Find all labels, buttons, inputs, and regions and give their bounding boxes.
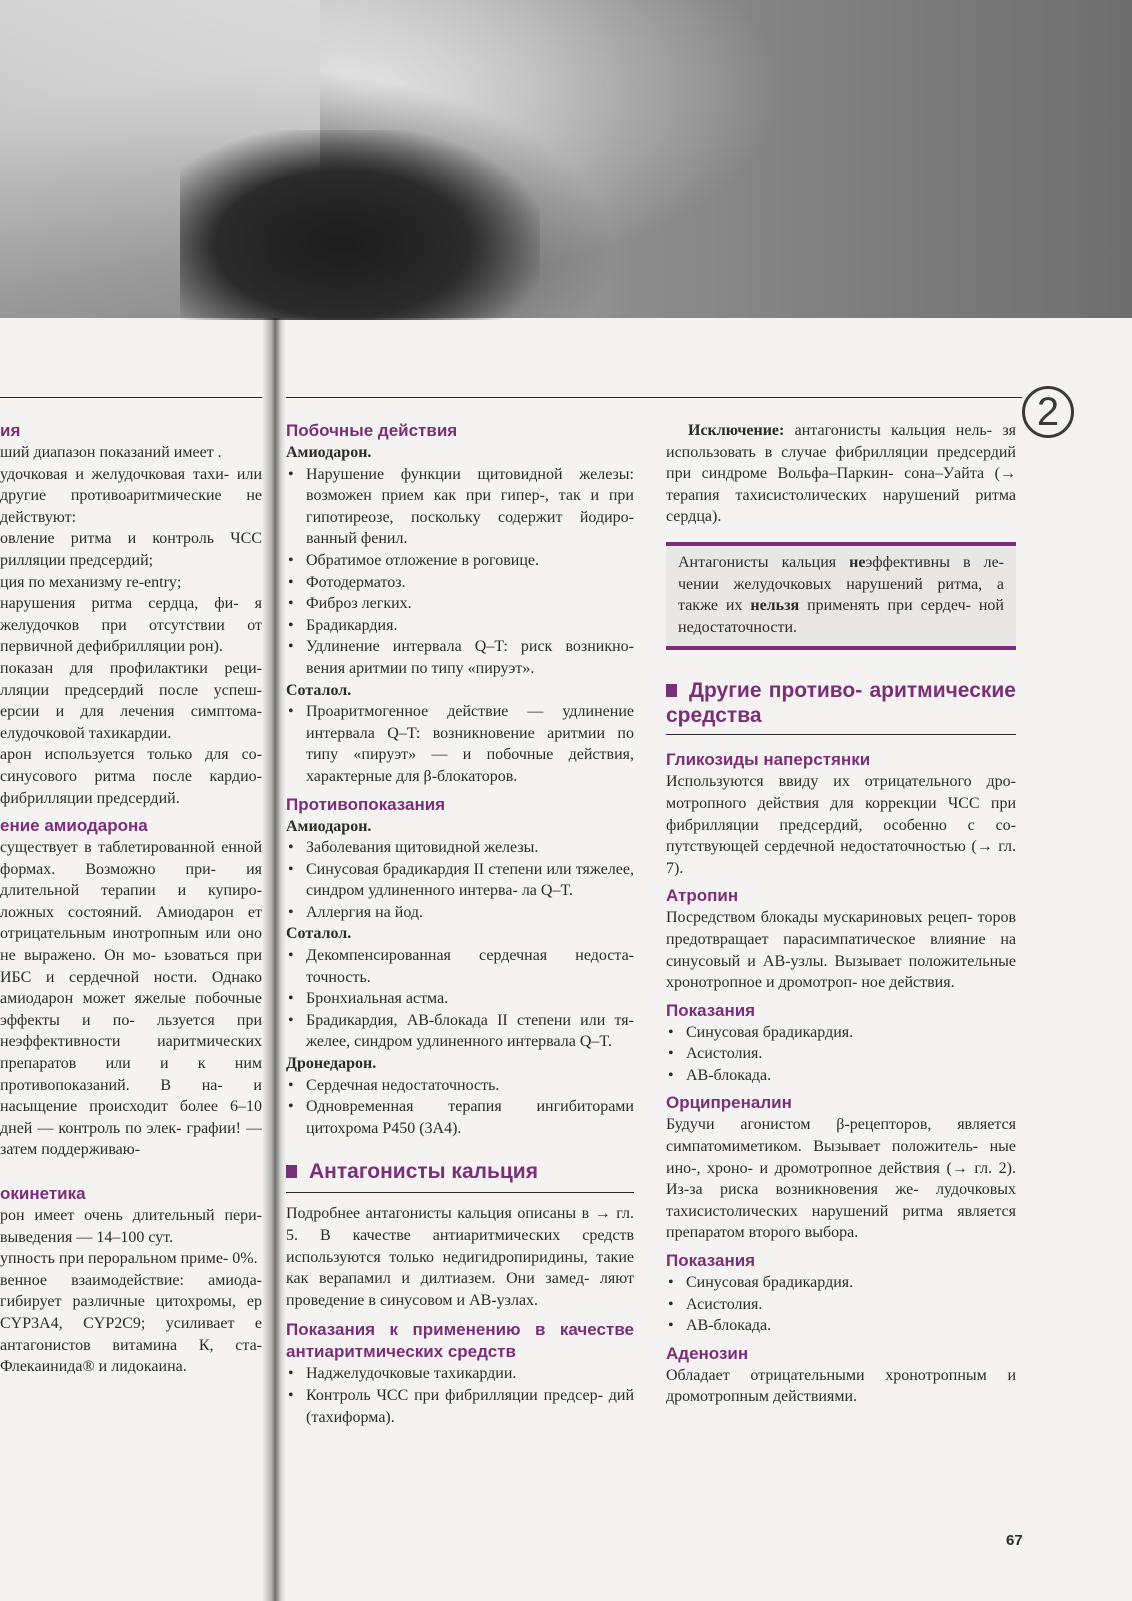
list-item: • Аллергия на йод. <box>286 902 634 924</box>
page-number: 67 <box>1006 1532 1023 1549</box>
contra-dronedarone-list <box>286 1075 634 1140</box>
atropine-heading: Атропин <box>666 886 739 906</box>
indications-heading-2: Показания <box>666 1251 756 1271</box>
list-item: • Синусовая брадикардия II степени или тяжелее, синдром удлиненного интерва- ла Q–T. <box>286 859 634 902</box>
drug-label-amiodarone: Амиодарон. <box>286 444 372 461</box>
list-item: • Контроль ЧСС при фибрилляции предсер- дий (тахиформа). <box>286 1385 634 1428</box>
exception-label: Исключение: <box>688 422 785 439</box>
list-item: • Асистолия. <box>666 1294 1016 1316</box>
list-item: • Проаритмогенное действие — удлинение интервала Q–T: возникновение аритмии по типу «пируэт» — и побочные действия, характерные для β-блокаторов. <box>286 701 634 787</box>
glycosides-text: Используются ввиду их отрицательного дро- мотропного действия для коррекции ЧСС при фибрилляции предсердий, особенно с со- путствующей сердечной недостаточностью (→ гл. 7). <box>666 773 1016 877</box>
list-item: • АВ-блокада. <box>666 1065 1016 1087</box>
orciprenaline-text: Будучи агонистом β-рецепторов, является симпатомиметиком. Вызывает положитель- ные ино-, хроно- и дромотропное действия (→ гл. 2). Из-за риска возникновения же- лудочковых тахисистолических нарушений ритма является препаратом второго выбора. <box>666 1116 1016 1242</box>
left-paragraph-3: показан для профилактики реци- лляции предсердий после успеш- ерсии и для лечения симптома- елудочковой тахикардии. <box>0 659 262 742</box>
list-item: • Фиброз легких. <box>286 593 634 615</box>
list-item: • Синусовая брадикардия. <box>666 1272 1016 1294</box>
adenosine-heading: Аденозин <box>666 1343 749 1363</box>
list-item: • АВ-блокада. <box>666 1315 1016 1337</box>
list-item: • Брадикардия, АВ-блокада II степени или тя- желее, синдром удлиненного интервала Q–T. <box>286 1010 634 1053</box>
contra-sotalol-list <box>286 945 634 1053</box>
left-paragraph-4: арон используется только для со- синусового ритма после кардио- фибрилляции предсердий. <box>0 746 262 807</box>
list-item: • Заболевания щитовидной железы. <box>286 837 634 859</box>
list-item: • Бронхиальная астма. <box>286 988 634 1010</box>
left-heading-1: ия <box>0 421 21 440</box>
indications-heading: Показания к применению в качестве антиаритмических средств <box>286 1320 634 1362</box>
exception-paragraph: Исключение: антагонисты кальция нель- зя использовать в случае фибрилляции предсердий при синдроме Вольфа–Паркин- сона–Уайта (→ терапия тахисистолических нарушений ритма сердца). <box>666 422 1016 526</box>
list-item: • Сердечная недостаточность. <box>286 1075 634 1097</box>
left-paragraph-6: рон имеет очень длительный пери- выведения — 14–100 сут. <box>0 1207 262 1246</box>
section-square-icon <box>286 1165 297 1178</box>
calcium-antagonists-heading: Антагонисты кальция <box>286 1159 634 1184</box>
adenosine-text: Обладает отрицательными хронотропным и дромотропным действиями. <box>666 1366 1016 1406</box>
middle-column <box>286 420 634 1428</box>
side-effects-heading: Побочные действия <box>286 421 458 440</box>
indications-list <box>286 1363 634 1428</box>
photo-background <box>0 0 1132 318</box>
photo-shadow <box>180 130 540 320</box>
left-item: нарушения ритма сердца, фи- я желудочков при отсутствии от первичной дефибрилляции рон). <box>0 595 262 656</box>
left-paragraph-8: венное взаимодействие: амиода- гибирует различные цитохромы, ер CYP3A4, CYP2C9; усиливает е антагонистов витамина К, ста- Флекаинида® и лидокаина. <box>0 1271 262 1376</box>
list-item: • Асистолия. <box>666 1043 1016 1065</box>
indications-heading-1: Показания <box>666 1000 756 1020</box>
drug-label-sotalol: Соталол. <box>286 681 352 699</box>
left-item: ция по механизму re-entry; <box>0 573 182 591</box>
highlight-box: Антагонисты кальция неэффективны в ле- чении желудочковых нарушений ритма, а также их нельзя применять при сердеч- ной недостаточности. <box>666 542 1016 650</box>
contra-label-sotalol: Соталол. <box>286 925 352 943</box>
left-heading-3: окинетика <box>0 1184 86 1203</box>
other-antiarrhythmics-heading: Другие противо- аритмические средства <box>666 679 1016 728</box>
list-item: • Одновременная терапия ингибиторами цитохрома P450 (3A4). <box>286 1096 634 1139</box>
list-item: • Фотодерматоз. <box>286 572 634 594</box>
amiodarone-effects-list <box>286 464 634 680</box>
section-rule <box>286 1192 634 1193</box>
left-paragraph-7: упность при пероральном приме- 0%. <box>0 1250 258 1268</box>
section-square-icon <box>666 684 677 697</box>
sotalol-effects-list <box>286 701 634 787</box>
list-item: • Декомпенсированная сердечная недоста- точность. <box>286 945 634 988</box>
left-paragraph-5: существует в таблетированной енной формах. Возможно при- ия длительной терапии и купиро- ложных состояний. Амиодарон ет отрицательным инотропным или оно не выражено. Он мо- ьзоваться при ИБС и сердечной ности. Однако амиодарон может яжелые побочные эффекты и по- льзуется при неэффективности иаритмических препаратов или и к ним противопоказаний. В на- и насыщение происходит более 6–10 дней — контроль по элек- графии! — затем поддерживаю- <box>0 839 262 1159</box>
indications-list-2 <box>666 1272 1016 1337</box>
list-item: • Обратимое отложение в роговице. <box>286 550 634 572</box>
left-item: овление ритма и контроль ЧСС рилляции предсердий; <box>0 530 262 569</box>
orciprenaline-heading: Орципреналин <box>666 1093 792 1113</box>
calcium-text: Подробнее антагонисты кальция описаны в → гл. 5. В качестве антиаритмических средств используются только недигидропиридины, такие как верапамил и дилтиазем. Они замед- ляют проведение в синусовом и АВ-узлах. <box>286 1205 634 1309</box>
contra-amiodarone-list <box>286 837 634 923</box>
list-item: • Синусовая брадикардия. <box>666 1022 1016 1044</box>
chapter-badge: 2 <box>1022 386 1074 438</box>
section-rule <box>666 734 1016 735</box>
contraindications-heading: Противопоказания <box>286 794 446 814</box>
contra-label-amiodarone: Амиодарон. <box>286 817 372 835</box>
header-rule <box>286 397 1022 398</box>
page-fold-shadow <box>262 318 286 1601</box>
left-paragraph-2: удочковая и желудочковая тахи- или другие противоаритмические не действуют: <box>0 465 262 526</box>
atropine-text: Посредством блокады мускариновых рецеп- торов предотвращает парасимпатическое влияние на синусовый и АВ-узлы. Вызывает положительные хронотропное и дромотроп- ное действия. <box>666 909 1016 992</box>
list-item: • Удлинение интервала Q–T: риск возникно- вения аритмии по типу «пируэт». <box>286 636 634 679</box>
glycosides-heading: Гликозиды наперстянки <box>666 750 871 770</box>
indications-list-1 <box>666 1022 1016 1087</box>
list-item: • Нарушение функции щитовидной железы: возможен прием как при гипер-, так и при гипотиреозе, поскольку содержит йодиро- ванный фенил. <box>286 464 634 550</box>
list-item: • Брадикардия. <box>286 615 634 637</box>
right-column <box>666 420 1016 1408</box>
left-paragraph-1: ший диапазон показаний имеет . <box>0 444 222 461</box>
contra-label-dronedarone: Дронедарон. <box>286 1055 377 1073</box>
list-item: • Наджелудочковые тахикардии. <box>286 1363 634 1385</box>
left-heading-2: ение амиодарона <box>0 816 148 836</box>
left-column <box>0 420 262 1378</box>
left-header-rule <box>0 397 262 398</box>
